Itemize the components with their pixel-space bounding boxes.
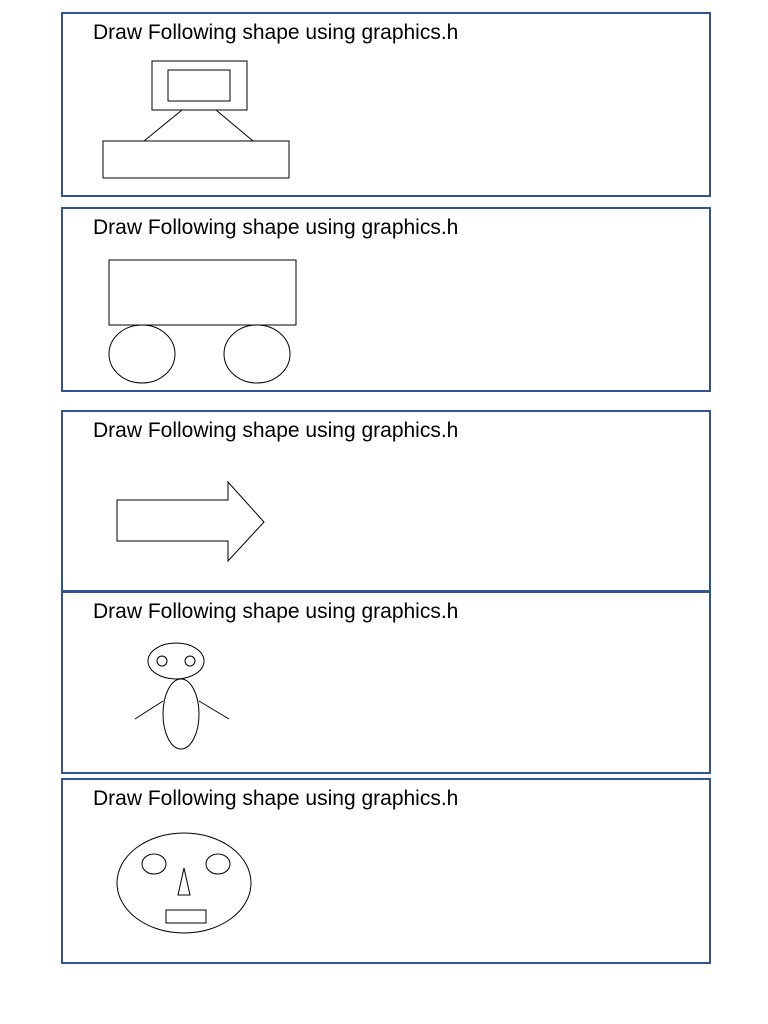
monitor-stand-right-line xyxy=(216,110,253,141)
figure-head xyxy=(148,643,204,679)
exercise-panel-5 xyxy=(61,778,711,964)
arrow-shape-drawing xyxy=(63,412,709,590)
figure-left-arm xyxy=(135,701,163,719)
monitor-base-rect xyxy=(103,141,289,178)
exercise-panel-1 xyxy=(61,12,711,197)
figure-right-arm xyxy=(199,701,229,719)
monitor-outer-rect xyxy=(152,61,247,110)
panel-title: Draw Following shape using graphics.h xyxy=(93,216,459,239)
panel-title: Draw Following shape using graphics.h xyxy=(93,419,459,442)
cart-body-rect xyxy=(109,260,296,325)
exercise-panel-4 xyxy=(61,591,711,774)
exercise-panel-2 xyxy=(61,207,711,392)
figure-shape-drawing xyxy=(63,593,709,772)
face-outline xyxy=(117,833,251,933)
figure-right-eye xyxy=(185,656,195,666)
panel-title: Draw Following shape using graphics.h xyxy=(93,787,459,810)
cart-shape-drawing xyxy=(63,209,709,390)
face-shape-drawing xyxy=(63,780,709,962)
arrow-outline xyxy=(117,482,264,561)
monitor-screen-rect xyxy=(168,70,230,101)
exercise-panel-3 xyxy=(61,410,711,592)
panel-title: Draw Following shape using graphics.h xyxy=(93,600,459,623)
figure-body xyxy=(163,679,199,749)
face-right-eye xyxy=(206,854,230,874)
face-nose xyxy=(178,868,190,895)
cart-right-wheel xyxy=(224,325,290,383)
cart-left-wheel xyxy=(109,325,175,383)
monitor-shape-drawing xyxy=(63,14,709,195)
figure-left-eye xyxy=(157,656,167,666)
face-mouth xyxy=(166,910,206,923)
monitor-stand-left-line xyxy=(144,110,182,141)
panel-title: Draw Following shape using graphics.h xyxy=(93,21,459,44)
face-left-eye xyxy=(142,854,166,874)
